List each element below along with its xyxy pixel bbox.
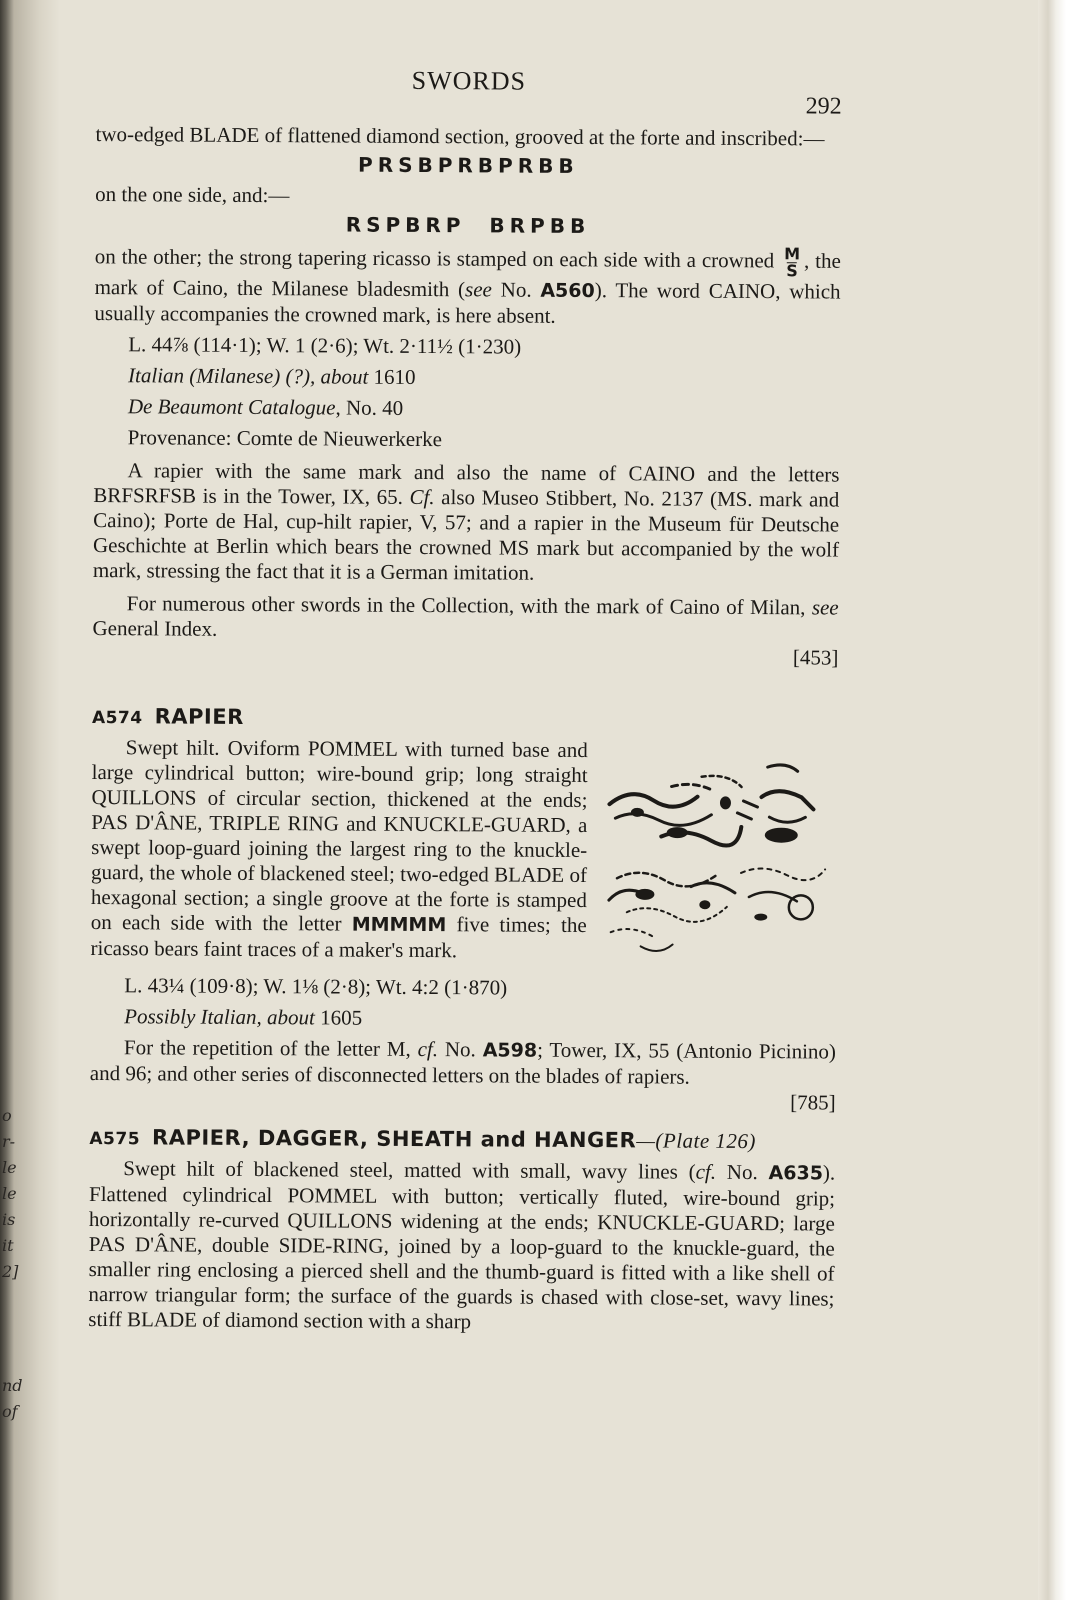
comparison-note [93, 458, 840, 588]
left-margin-fragment: nd [2, 1376, 23, 1395]
origin-italic: Italian (Milanese) (?), about [128, 363, 369, 389]
left-page-edge [0, 0, 60, 1600]
catalogue-number: , No. 40 [335, 395, 404, 420]
note-text: ; Tower, IX, 55 (Antonio Picinino) and 96; and other series of disconnected letters on the blades of rapiers. [89, 1037, 837, 1089]
plate-reference: —(Plate 126) [636, 1128, 757, 1154]
origin [90, 1004, 836, 1034]
see-italic: see [811, 595, 839, 620]
entry-heading [92, 704, 838, 736]
note-text: A rapier with the same mark and also the name of CAINO and the letters BRFSRFSB is in the Tower, IX, 65. [93, 458, 840, 509]
description-text: Swept hilt of blackened steel, matted with small, wavy lines ( [123, 1156, 696, 1184]
note-text: No. [437, 1037, 483, 1062]
page-number: 292 [805, 93, 842, 120]
mark-letter: S [786, 261, 798, 281]
note-text: For numerous other swords in the Collection, with the mark of Caino of Milan, [126, 591, 806, 620]
ricasso-description [94, 242, 840, 331]
cf-italic: Cf. [409, 484, 435, 510]
blade-inscription: RSPBRP BRPBB [345, 212, 591, 239]
description-text: No. [715, 1159, 769, 1185]
catalogue-reference: A635 [768, 1162, 824, 1185]
letter-mark: MMMMM [351, 913, 447, 937]
right-page-edge [1038, 0, 1066, 1600]
cf-italic: cf. [417, 1036, 439, 1062]
measurements: L. 43¼ (109·8); W. 1⅛ (2·8); Wt. 4:2 (1·870) [124, 973, 508, 1000]
entry-title: RAPIER [154, 704, 244, 729]
measurements: L. 44⅞ (114·1); W. 1 (2·6); Wt. 2·11½ (1·230) [128, 332, 522, 359]
description-text: Swept hilt. Oviform POMMEL with turned base and large cylindrical button; wire-bound grip; long straight QUILLONS of circular section, thickened at the ends; PAS D'ÂNE, TRIPLE RING and KNUCKLE-GUARD, a swept loop-guard joining the largest ring to the knuckle-guard, the whole of blackened steel; two-edged BLADE of hexagonal section; a single groove at the forte is stamped on each side with the letter [90, 735, 588, 936]
catalogue-reference: A560 [540, 279, 595, 303]
catalogue-title: De Beaumont Catalogue [127, 394, 336, 420]
catalogue-reference: A598 [482, 1039, 538, 1062]
entry-title: RAPIER, DAGGER, SHEATH and HANGER [152, 1125, 637, 1153]
left-margin-fragment: 2] [2, 1262, 19, 1281]
left-margin-fragment: le [2, 1184, 17, 1203]
see-italic: see [465, 277, 492, 302]
catalogue [94, 394, 840, 424]
left-margin-fragment: le [2, 1158, 17, 1177]
blade-inscription: PRSBPRBPRBB [358, 152, 579, 178]
a575-description [88, 1156, 835, 1337]
running-title: SWORDS [411, 65, 527, 96]
ref-line [92, 641, 838, 671]
book-page [88, 60, 842, 1337]
cf-italic: cf. [695, 1159, 717, 1184]
provenance: Provenance: Comte de Nieuwerkerke [127, 425, 443, 452]
inventory-reference: [453] [792, 645, 839, 670]
origin-date: 1610 [368, 364, 416, 389]
makers-mark-image [600, 756, 837, 965]
left-margin-fragment: r- [2, 1132, 16, 1151]
ricasso-text: on the other; the strong tapering ricasso is stamped on each side with a crowned [94, 244, 775, 273]
entry-number: A574 [91, 707, 143, 729]
blade-description: on the one side, and:— [95, 181, 290, 208]
makers-mark-illustration [600, 756, 837, 965]
origin-italic: Possibly Italian, about [124, 1004, 315, 1030]
ricasso-text: , the mark of Caino, the Milanese bladesmith ( [94, 248, 841, 302]
blade-description: two-edged BLADE of flattened diamond section, grooved at the forte and inscribed:— [95, 121, 825, 151]
note-text: also Museo Stibbert, No. 2137 (MS. mark and Caino); Porte de Hal, cup-hilt rapier, V, 57; and a rapier in the Museum für Deutsche Geschichte at Berlin which bears the crowned MS mark but accompanied by the wolf mark, stressing the fact that it is a German imitation. [92, 485, 840, 585]
entry-number: A575 [89, 1128, 141, 1150]
left-margin-fragment: o [2, 1106, 12, 1125]
inventory-reference: [785] [790, 1090, 836, 1115]
index-note [92, 591, 838, 646]
left-margin-fragment: it [2, 1236, 14, 1255]
ricasso-text: ). The word CAINO, which usually accompanies the crowned mark, is here absent. [94, 278, 841, 328]
left-margin-fragment: is [2, 1210, 16, 1229]
entry-heading [89, 1125, 835, 1157]
mark-letter: M [784, 244, 801, 264]
running-head [96, 60, 842, 127]
ref-line [90, 1086, 836, 1116]
note-text: General Index. [92, 615, 218, 641]
page-shadow [60, 1510, 1038, 1600]
ricasso-text: No. [491, 277, 541, 302]
origin-date: 1605 [314, 1005, 363, 1030]
note-text: For the repetition of the letter M, [123, 1035, 411, 1061]
origin [94, 363, 840, 393]
description-text: five times; the ricasso bears faint traces of a maker's mark. [90, 912, 587, 963]
repetition-note [90, 1035, 836, 1091]
crowned-ms-mark [784, 246, 800, 279]
left-margin-fragment: of [2, 1402, 18, 1421]
description-text: ). Flattened cylindrical POMMEL with button; vertically fluted, wire-bound grip; horizontally re-curved QUILLONS widening at the ends; KNUCKLE-GUARD; large PAS D'ÂNE, double SIDE-RING, joined by a loop-guard to the knuckle-guard, the smaller ring enclosing a pierced shell and the thumb-guard is fitted with a like shell of narrow triangular form; the surface of the guards is chased with close-set, wavy lines; stiff BLADE of diamond section with a sharp [88, 1160, 836, 1334]
